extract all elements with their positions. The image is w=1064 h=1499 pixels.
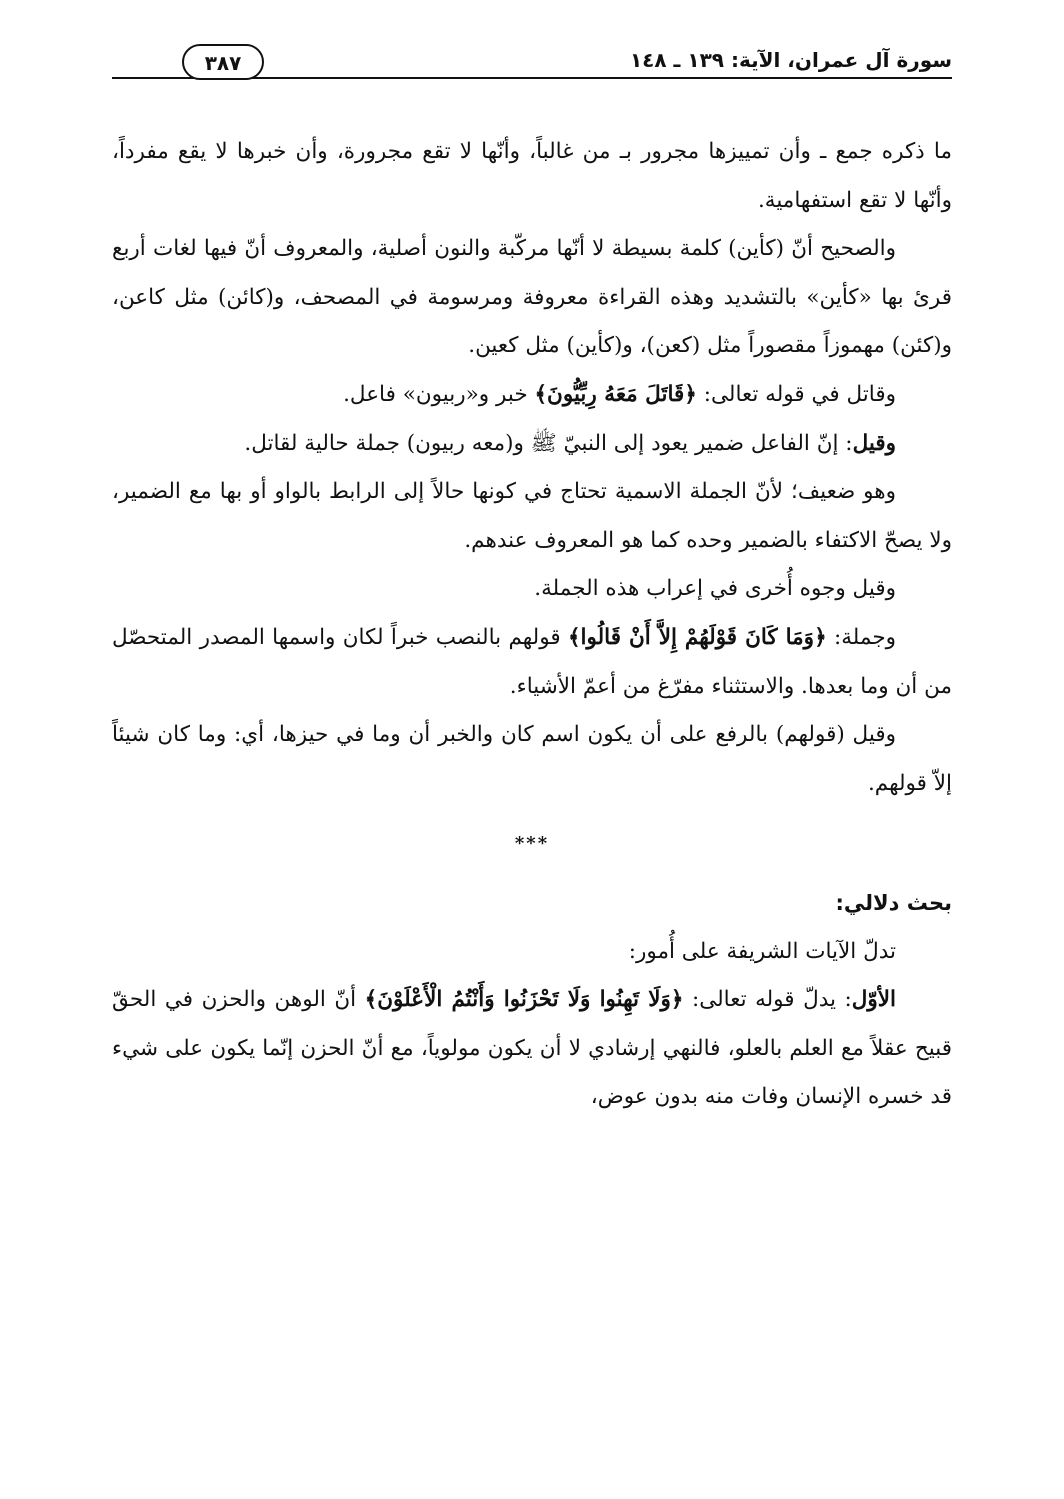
lead-word: الأوّل bbox=[851, 987, 896, 1013]
paragraph: وهو ضعيف؛ لأنّ الجملة الاسمية تحتاج في كونها حالاً إلى الرابط بالواو أو بها مع الضمير، ولا يصحّ الاكتفاء بالضمير وحده كما هو المعروف عندهم. bbox=[112, 479, 952, 553]
section-separator: *** bbox=[514, 833, 550, 855]
paragraph: والصحيح أنّ (كأين) كلمة بسيطة لا أنّها مركّبة والنون أصلية، والمعروف أنّ فيها لغات أربع قرئ بها «كأين» بالتشديد وهذه القراءة معروفة ومرسومة في المصحف، و(كائن) مثل كاعن، و(كئن) مهموزاً مقصوراً مثل (كعن)، و(كأين) مثل كعين. bbox=[112, 236, 952, 359]
quran-verse: ﴿وَمَا كَانَ قَوْلَهُمْ إِلاَّ أَنْ قَالُوا﴾ bbox=[567, 624, 827, 650]
paragraph: ما ذكره جمع ـ وأن تمييزها مجرور بـ من غالباً، وأنّها لا تقع مجرورة، وأن خبرها لا يقع مفرداً، وأنّها لا تقع استفهامية. bbox=[112, 139, 952, 213]
paragraph bbox=[112, 614, 952, 711]
paragraph bbox=[112, 420, 952, 469]
text-run: وقاتل في قوله تعالى: bbox=[696, 381, 896, 407]
page-number: ٣٨٧ bbox=[182, 44, 264, 80]
running-header-title: سورة آل عمران، الآية: ١٣٩ ـ ١٤٨ bbox=[629, 48, 952, 72]
section-heading: بحث دلالي: bbox=[835, 890, 952, 915]
page-header bbox=[112, 44, 952, 84]
paragraph bbox=[112, 976, 952, 1122]
paragraph: وقيل (قولهم) بالرفع على أن يكون اسم كان والخبر أن وما في حيزها، أي: وما كان شيئاً إلاّ قولهم. bbox=[112, 722, 952, 796]
paragraph bbox=[112, 371, 952, 420]
quran-verse: ﴿وَلَا تَهِنُوا وَلَا تَحْزَنُوا وَأَنْتُمُ الْأَعْلَوْنَ﴾ bbox=[364, 987, 684, 1013]
text-run: أنّ الوهن والحزن في الحقّ قبيح عقلاً مع العلم بالعلو، فالنهي إرشادي لا أن يكون مولوياً، مع أنّ الحزن إنّما يكون على شيء قد خسره الإنسان وفات منه بدون عوض، bbox=[112, 987, 952, 1110]
page-body bbox=[112, 128, 952, 1122]
paragraph: وقيل وجوه أُخرى في إعراب هذه الجملة. bbox=[534, 576, 896, 602]
text-run: : إنّ الفاعل ضمير يعود إلى النبيّ ﷺ و(معه ربيون) جملة حالية لقاتل. bbox=[244, 430, 853, 456]
text-run: قولهم بالنصب خبراً لكان واسمها المصدر المتحصّل من أن وما بعدها. والاستثناء مفرّغ من أعمّ الأشياء. bbox=[112, 624, 952, 699]
text-run: خبر و«ربيون» فاعل. bbox=[343, 381, 535, 407]
text-run: وجملة: bbox=[826, 624, 896, 650]
quran-verse: ﴿قَاتَلَ مَعَهُ رِبِّيُّونَ﴾ bbox=[534, 381, 697, 407]
lead-word: وقيل bbox=[852, 430, 896, 456]
text-run: : يدلّ قوله تعالى: bbox=[683, 987, 852, 1013]
paragraph: تدلّ الآيات الشريفة على أُمور: bbox=[628, 938, 896, 964]
